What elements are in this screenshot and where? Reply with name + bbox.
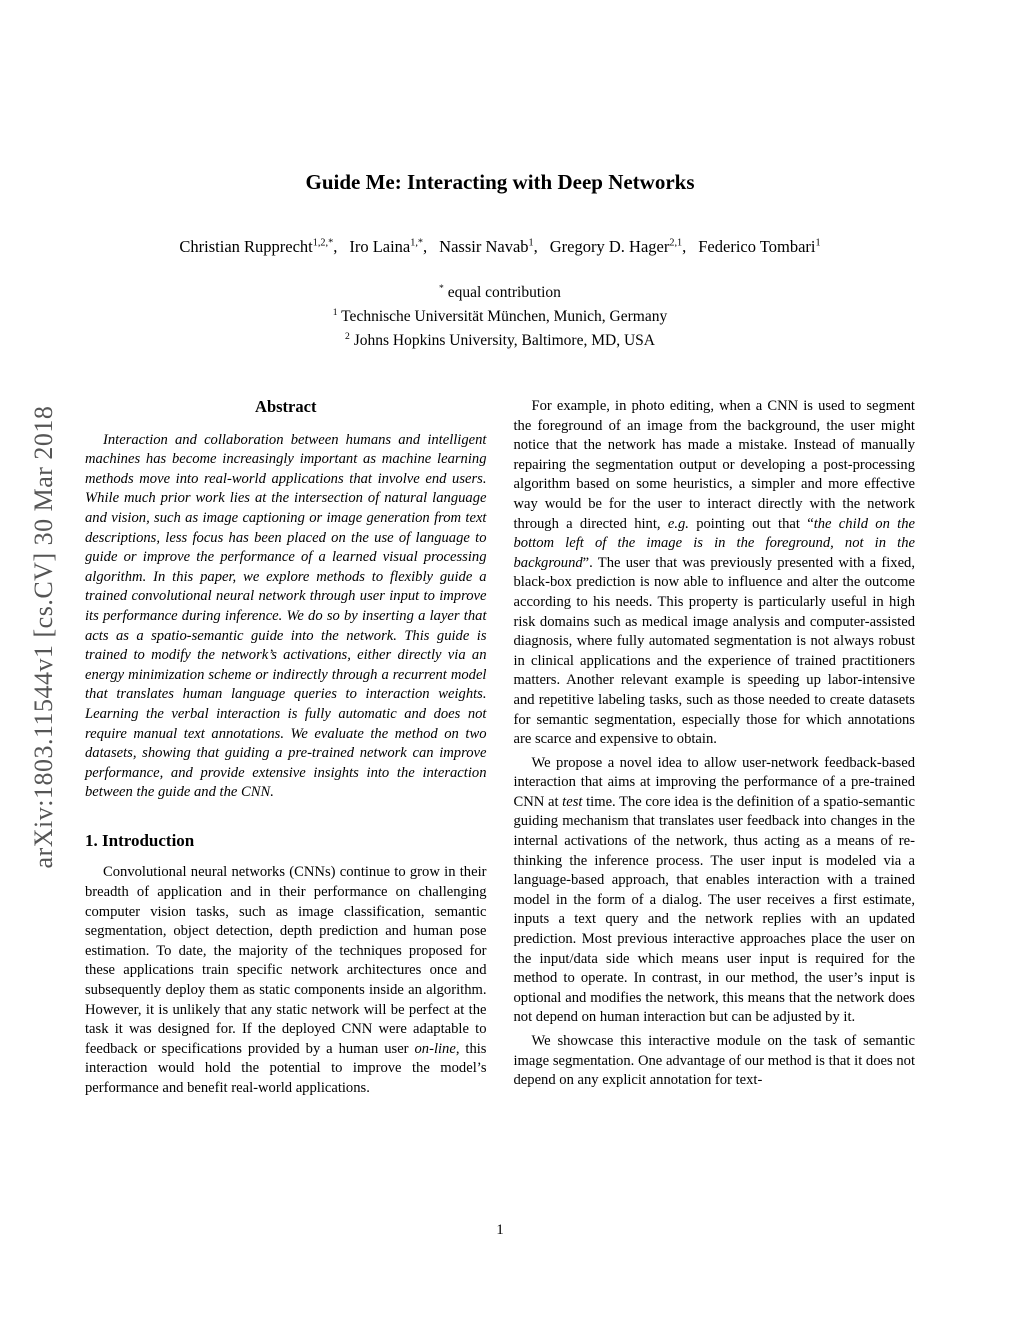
paper-content <box>85 0 915 1103</box>
affiliation-note: $^2$ Johns Hopkins University, Baltimore, MD, USA <box>345 330 655 349</box>
author-name: Nassir Navab$^1$, <box>439 237 538 256</box>
author-name: Christian Rupprecht$^{1,2,*}$, <box>179 237 338 256</box>
introduction-body <box>85 863 487 1098</box>
left-column <box>85 397 487 1103</box>
affiliation-note: $^1$ Technische Universität München, Munich, Germany <box>332 306 668 325</box>
affiliation-note: * equal contribution <box>439 282 561 301</box>
introduction-paragraph: Convolutional neural networks (CNNs) continue to grow in their breadth of application and in their performance on challenging computer vision tasks, such as image classification, semantic segmentation, object detection, depth prediction and human pose estimation. To date, the majority of the techniques proposed for these applications train specific network architectures once and subsequently deploy them as static components inside an algorithm. However, it is unlikely that any static network will be perfect at the task it was designed for. If the deployed CNN were adaptable to feedback or specifications provided by a human user on-line, this interaction would hold the potential to improve the model’s performance and benefit real-world applications. <box>85 864 487 1096</box>
arxiv-stamp: arXiv:1803.11544v1 [cs.CV] 30 Mar 2018 <box>29 405 58 869</box>
authors-line <box>85 237 915 257</box>
author-name: Iro Laina$^{1,*}$, <box>349 237 428 256</box>
abstract-body: Interaction and collaboration between humans and intelligent machines has become increasingly important as machine learning methods move into real-world applications that involve end users. While much prior work lies at the intersection of natural language and vision, such as image captioning or image generation from text descriptions, less focus has been placed on the use of language to guide or improve the performance of a learned visual processing algorithm. In this paper, we explore methods to flexibly guide a trained convolutional neural network through user input to improve its performance during inference. We do so by inserting a layer that acts as a spatio-semantic guide into the network. This guide is trained to modify the network’s activations, either directly via an energy minimization scheme or indirectly through a recurrent model that translates human language queries to interaction weights. Learning the verbal interaction is fully automatic and does not require manual text annotations. We evaluate the method on two datasets, showing that guiding a pre-trained network can improve performance, and provide extensive insights into the interaction between the guide and the CNN. <box>85 431 487 801</box>
affiliation-notes <box>85 281 915 353</box>
body-paragraph: We showcase this interactive module on the task of semantic image segmentation. One advantage of our method is that it does not depend on any explicit annotation for text- <box>513 1033 915 1089</box>
introduction-heading: 1. Introduction <box>85 830 195 850</box>
abstract-heading: Abstract <box>255 397 317 416</box>
author-name: Gregory D. Hager$^{2,1}$, <box>549 237 687 256</box>
page-number: 1 <box>496 1222 504 1238</box>
body-paragraph: We propose a novel idea to allow user-network feedback-based interaction that aims at improving the performance of a pre-trained CNN at test time. The core idea is the definition of a spatio-semantic guiding mechanism that translates user feedback into changes in the internal activations of the network, thus acting as a means of re-thinking the inference process. The user input is modeled via a language-based approach, that enables interaction with a trained model in the form of a dialog. The user receives a first estimate, inputs a text query and the network replies with an updated prediction. Most previous interactive approaches place the user on the input/data side which means user input is required for the method to operate. In contrast, in our method, the user’s input is optional and modifies the network, this means that the network does not depend on human interaction but can be adjusted by it. <box>513 754 915 1026</box>
columns <box>85 397 915 1103</box>
paper-title: Guide Me: Interacting with Deep Networks <box>305 170 695 194</box>
body-paragraph: For example, in photo editing, when a CNN is used to segment the foreground of an image from the background, the user might notice that the network has made a mistake. Instead of manually repairing the segmentation output or developing a post-processing algorithm based on some heuristics, a simpler and more effective way would be for the user to interact directly with the network through a directed hint, e.g. pointing out that “the child on the bottom left of the image is in the foreground, not in the background”. The user that was previously presented with a fixed, black-box prediction is now able to influence and alter the outcome according to his needs. This property is particularly useful in high risk domains such as medical image analysis and computer-assisted diagnosis, where fully automated segmentation is not always robust in clinical applications and the experience of trained practitioners matters. Another relevant example is speeding up labor-intensive and repetitive labeling tasks, such as those needed to create datasets for semantic segmentation, especially those for which annotations are scarce and expensive to obtain. <box>513 398 915 748</box>
right-column <box>514 397 916 1103</box>
author-name: Federico Tombari$^1$ <box>698 237 821 256</box>
